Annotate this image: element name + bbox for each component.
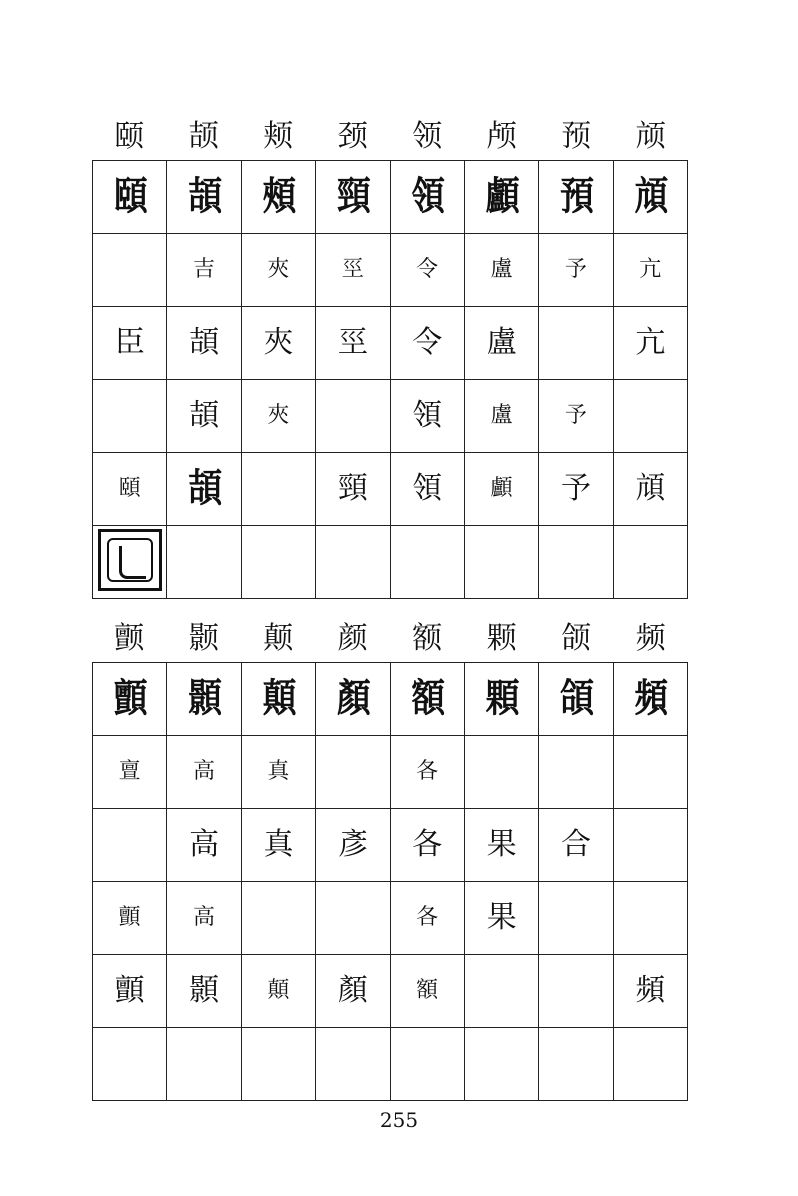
seal-glyph: 頜 [559,676,592,722]
grid-cell [613,1028,687,1101]
grid-cell [93,234,167,307]
grid-row [93,955,688,1028]
grid-cell [167,380,241,453]
grid-row [93,234,688,307]
grid-cell [167,526,241,599]
grid-cell [316,453,390,526]
grid-cell [464,736,538,809]
grid-cell [390,453,464,526]
seal-glyph: 頸 [336,174,369,220]
grid-cell [241,307,315,380]
bronze-glyph: 各 [412,827,443,862]
grid-cell [241,882,315,955]
seal-glyph: 頤 [113,174,146,220]
grid-cell [613,453,687,526]
grid-cell [316,380,390,453]
grid-cell [613,663,687,736]
grid-cell [167,234,241,307]
header-row [92,100,688,156]
bronze-glyph: 巠 [337,325,368,360]
grid-cell [613,161,687,234]
seal-glyph: 頏 [634,174,667,220]
grid-cell [167,955,241,1028]
grid-cell [93,736,167,809]
header-char: 颠 [263,621,294,656]
seal-script-grid [92,160,688,599]
grid-cell [316,809,390,882]
bronze-glyph: 高 [189,827,220,862]
bamboo-glyph: 夾 [267,403,290,428]
grid-cell [241,736,315,809]
grid-cell [539,736,613,809]
grid-cell [93,307,167,380]
grid-cell [539,809,613,882]
bronze-glyph: 巠 [341,257,364,282]
grid-cell [316,307,390,380]
bronze-glyph: 夾 [267,257,290,282]
grid-cell [241,526,315,599]
header-char: 颢 [188,621,219,656]
clerical-glyph: 顏 [337,973,368,1008]
grid-cell [167,736,241,809]
bronze-glyph: 真 [267,759,290,784]
page-number: 255 [379,1108,419,1132]
clerical-glyph: 顫 [114,973,145,1008]
grid-cell [539,161,613,234]
bronze-glyph: 彥 [337,827,368,862]
grid-row [93,882,688,955]
grid-row [93,453,688,526]
seal-glyph: 頡 [188,174,221,220]
bronze-glyph: 亶 [118,759,141,784]
grid-row [93,663,688,736]
grid-cell [464,882,538,955]
header-char: 颉 [188,119,219,154]
grid-cell [390,809,464,882]
bamboo-glyph: 顫 [118,905,141,930]
seal-script-grid [92,662,688,1101]
grid-row [93,809,688,882]
grid-cell [93,1028,167,1101]
header-char: 颤 [114,621,145,656]
bronze-glyph: 夾 [263,325,294,360]
grid-cell [167,809,241,882]
grid-cell [539,1028,613,1101]
grid-cell [539,526,613,599]
grid-cell [93,882,167,955]
header-char: 颊 [263,119,294,154]
grid-cell [613,526,687,599]
grid-cell [93,663,167,736]
grid-cell [316,161,390,234]
grid-cell [539,955,613,1028]
bronze-glyph: 真 [263,827,294,862]
clerical-glyph: 頡 [188,466,221,512]
grid-cell [464,234,538,307]
grid-cell [464,809,538,882]
grid-cell [316,736,390,809]
grid-cell [464,663,538,736]
bronze-glyph: 高 [193,759,216,784]
bronze-glyph: 令 [416,257,439,282]
seal-glyph: 顫 [113,676,146,722]
header-char: 频 [635,621,666,656]
seal-glyph: 領 [411,174,444,220]
bronze-glyph: 臣 [114,325,145,360]
clerical-glyph: 領 [412,471,443,506]
grid-cell [93,161,167,234]
grid-cell [539,453,613,526]
grid-cell [464,526,538,599]
grid-cell [167,1028,241,1101]
header-char: 预 [561,119,592,154]
clerical-glyph: 頸 [337,471,368,506]
bamboo-glyph: 盧 [490,403,513,428]
grid-cell [390,161,464,234]
grid-cell [539,307,613,380]
seal-glyph: 顱 [485,174,518,220]
grid-cell [464,453,538,526]
grid-cell [241,380,315,453]
bronze-glyph: 吉 [193,257,216,282]
grid-cell [390,380,464,453]
grid-cell [613,307,687,380]
bronze-glyph: 亢 [639,257,662,282]
lower-character-section [92,602,688,1101]
grid-cell [390,526,464,599]
grid-cell [241,161,315,234]
header-char: 颗 [486,621,517,656]
grid-cell [390,955,464,1028]
grid-cell [539,380,613,453]
grid-cell [390,736,464,809]
grid-cell [241,234,315,307]
bronze-glyph: 各 [416,759,439,784]
seal-glyph: 顛 [262,676,295,722]
header-row [92,602,688,658]
bronze-glyph: 合 [560,827,591,862]
grid-cell [613,380,687,453]
bamboo-glyph: 頡 [189,398,220,433]
clerical-glyph: 顱 [490,476,513,501]
grid-row [93,1028,688,1101]
grid-cell [241,453,315,526]
grid-cell [613,736,687,809]
grid-row [93,736,688,809]
grid-cell [167,663,241,736]
header-char: 颃 [635,119,666,154]
header-char: 颐 [114,119,145,154]
grid-cell [390,882,464,955]
clerical-glyph: 顛 [267,978,290,1003]
grid-cell [613,234,687,307]
grid-cell [464,955,538,1028]
clerical-glyph: 頏 [635,471,666,506]
grid-cell [316,663,390,736]
header-char: 额 [412,621,443,656]
seal-glyph: 預 [559,174,592,220]
seal-glyph: 頻 [634,676,667,722]
header-char: 颅 [486,119,517,154]
grid-cell [93,453,167,526]
grid-cell [167,307,241,380]
grid-cell [316,955,390,1028]
grid-cell [464,161,538,234]
grid-row [93,307,688,380]
grid-cell [93,809,167,882]
seal-glyph: 頰 [262,174,295,220]
bronze-glyph: 盧 [490,257,513,282]
grid-cell [316,1028,390,1101]
seal-glyph: 顥 [188,676,221,722]
header-char: 领 [412,119,443,154]
seal-glyph: 顏 [336,676,369,722]
clerical-glyph: 額 [416,978,439,1003]
clerical-glyph: 予 [560,471,591,506]
grid-cell [464,307,538,380]
grid-cell [390,234,464,307]
seal-glyph: 額 [411,676,444,722]
grid-cell [539,234,613,307]
bamboo-glyph: 高 [193,905,216,930]
bamboo-glyph: 果 [486,900,517,935]
grid-cell [93,955,167,1028]
grid-cell [167,161,241,234]
header-char: 颌 [561,621,592,656]
header-char: 颜 [337,621,368,656]
grid-row [93,161,688,234]
upper-character-section [92,100,688,599]
grid-cell [316,882,390,955]
bronze-glyph: 盧 [486,325,517,360]
seal-glyph: 顆 [485,676,518,722]
bamboo-glyph: 領 [412,398,443,433]
grid-cell [464,380,538,453]
grid-cell [390,307,464,380]
clerical-glyph: 顥 [189,973,220,1008]
bronze-glyph: 亢 [635,325,666,360]
grid-cell [613,882,687,955]
grid-cell [316,234,390,307]
grid-cell [464,1028,538,1101]
bamboo-glyph: 予 [564,403,587,428]
grid-cell [93,380,167,453]
clerical-glyph: 頻 [635,973,666,1008]
grid-cell [316,526,390,599]
grid-cell [241,809,315,882]
clerical-glyph: 頤 [118,476,141,501]
grid-cell [241,663,315,736]
grid-cell [390,663,464,736]
grid-cell [241,1028,315,1101]
grid-cell [539,663,613,736]
grid-cell [390,1028,464,1101]
bronze-glyph: 令 [412,325,443,360]
header-char: 颈 [337,119,368,154]
grid-cell [93,526,167,599]
grid-cell [613,809,687,882]
grid-cell [539,882,613,955]
bronze-glyph: 予 [564,257,587,282]
seal-stamp-glyph [98,529,162,591]
grid-cell [613,955,687,1028]
bronze-glyph: 頡 [189,325,220,360]
bronze-glyph: 果 [486,827,517,862]
grid-cell [167,882,241,955]
grid-cell [167,453,241,526]
grid-row [93,526,688,599]
grid-cell [241,955,315,1028]
bamboo-glyph: 各 [416,905,439,930]
grid-row [93,380,688,453]
